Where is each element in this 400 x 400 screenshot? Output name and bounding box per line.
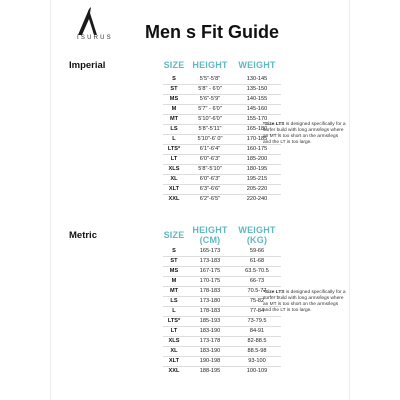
metric-section	[51, 222, 351, 400]
weight-cell: 88.5-98	[247, 348, 267, 354]
size-cell: XLS	[168, 338, 180, 344]
size-cell: MS	[169, 268, 179, 274]
height-cell: 173-183	[199, 258, 221, 264]
weight-cell: 75-82	[249, 298, 265, 304]
weight-cell: 145-160	[246, 106, 268, 112]
table-row	[51, 74, 351, 84]
size-cell: XL	[170, 176, 178, 182]
height-cell: 5'7" - 6'0"	[198, 106, 222, 112]
isurus-shark-fin-icon	[77, 6, 105, 36]
size-cell: ST	[170, 86, 178, 92]
metric-weight-unit: (KG)	[246, 235, 268, 245]
size-cell: S	[172, 76, 176, 82]
height-cell: 167-175	[199, 268, 221, 274]
size-cell: XLS	[168, 166, 180, 172]
height-cell: 173-178	[199, 338, 221, 344]
table-row	[51, 154, 351, 164]
height-cell: 5'6"-5'9"	[199, 96, 221, 102]
page-title: Men s Fit Guide	[145, 22, 280, 42]
metric-note-text: is designed specifically for a surfer build with long arms/legs where an MT is too short on the arms/legs and the LT is too large.	[263, 290, 346, 313]
weight-cell: 180-195	[246, 166, 268, 172]
weight-cell: 73-79.5	[247, 318, 267, 324]
weight-cell: 205-220	[246, 186, 268, 192]
metric-weight-header	[229, 225, 285, 245]
metric-size-header: SIZE	[163, 230, 185, 240]
height-cell: 6'3"-6'6"	[199, 186, 221, 192]
weight-cell: 160-175	[246, 146, 268, 152]
table-row	[51, 276, 351, 286]
imperial-label: Imperial	[69, 60, 106, 71]
size-cell: LTS*	[167, 318, 181, 324]
height-cell: 183-190	[199, 348, 221, 354]
table-row	[51, 336, 351, 346]
size-cell: M	[171, 106, 177, 112]
table-row	[51, 326, 351, 336]
size-cell: MS	[169, 96, 179, 102]
metric-note-tag: *Size LTS	[263, 290, 285, 295]
weight-cell: 84-91	[249, 328, 265, 334]
table-row	[51, 104, 351, 114]
table-row	[51, 194, 351, 204]
height-cell: 188-195	[199, 368, 221, 374]
imperial-weight-header: WEIGHT	[238, 60, 276, 70]
imperial-note-text: is designed specifically for a surfer build with long arms/legs where an MT is too short on the arms/legs and the LT is too large.	[263, 122, 346, 145]
size-cell: LS	[170, 126, 178, 132]
metric-label: Metric	[69, 230, 97, 241]
table-row	[51, 356, 351, 366]
table-row	[51, 256, 351, 266]
height-cell: 5'10"-6'0"	[198, 116, 222, 122]
height-cell: 5'8" - 6'0"	[198, 86, 222, 92]
weight-cell: 70.5-77	[247, 288, 267, 294]
height-cell: 178-183	[199, 288, 221, 294]
imperial-section	[51, 50, 351, 210]
size-cell: M	[171, 278, 177, 284]
weight-cell: 165-180	[246, 126, 268, 132]
height-cell: 185-193	[199, 318, 221, 324]
size-cell: XXL	[168, 196, 180, 202]
brand-name: ISURUS	[77, 35, 113, 41]
table-row	[51, 164, 351, 174]
weight-cell: 155-170	[246, 116, 268, 122]
table-row	[51, 346, 351, 356]
size-cell: XL	[170, 348, 178, 354]
weight-cell: 66-73	[249, 278, 265, 284]
weight-cell: 63.5-70.5	[245, 268, 269, 274]
size-cell: MT	[169, 288, 179, 294]
imperial-size-header: SIZE	[163, 60, 185, 70]
weight-cell: 77-84	[249, 308, 265, 314]
size-cell: XLT	[168, 358, 180, 364]
height-cell: 178-183	[199, 308, 221, 314]
size-cell: S	[172, 248, 176, 254]
weight-cell: 195-215	[246, 176, 268, 182]
height-cell: 170-175	[199, 278, 221, 284]
height-cell: 183-190	[199, 328, 221, 334]
size-cell: MT	[169, 116, 179, 122]
table-row	[51, 184, 351, 194]
height-cell: 6'0"-6'3"	[199, 156, 221, 162]
weight-cell: 135-150	[246, 86, 268, 92]
metric-weight-label: WEIGHT	[238, 225, 276, 235]
height-cell: 6'0"-6'3"	[199, 176, 221, 182]
imperial-height-header: HEIGHT	[192, 60, 228, 70]
height-cell: 165-173	[199, 248, 221, 254]
size-cell: ST	[170, 258, 178, 264]
size-cell: L	[172, 136, 176, 142]
table-row	[51, 366, 351, 376]
table-row	[51, 266, 351, 276]
header	[51, 0, 351, 48]
table-row	[51, 316, 351, 326]
height-cell: 5'5"-5'8"	[199, 76, 221, 82]
weight-cell: 130-145	[246, 76, 268, 82]
height-cell: 6'2"-6'5"	[199, 196, 221, 202]
weight-cell: 93-100	[248, 358, 266, 364]
weight-cell: 82-88.5	[247, 338, 267, 344]
height-cell: 173-180	[199, 298, 221, 304]
table-row	[51, 84, 351, 94]
imperial-lts-note	[263, 122, 347, 146]
size-cell: LTS*	[167, 146, 181, 152]
size-cell: XLT	[168, 186, 180, 192]
size-cell: LT	[170, 156, 178, 162]
height-cell: 6'1"-6'4"	[199, 146, 221, 152]
weight-cell: 170-185	[246, 136, 268, 142]
weight-cell: 140-155	[246, 96, 268, 102]
weight-cell: 100-109	[246, 368, 268, 374]
weight-cell: 61-68	[249, 258, 265, 264]
height-cell: 5'8"-5'10"	[198, 166, 222, 172]
height-cell: 5'10"-6' 0"	[197, 136, 223, 142]
table-row	[51, 246, 351, 256]
table-row	[51, 174, 351, 184]
weight-cell: 185-200	[246, 156, 268, 162]
size-cell: L	[172, 308, 176, 314]
size-cell: LT	[170, 328, 178, 334]
weight-cell: 220-240	[246, 196, 268, 202]
metric-lts-note	[263, 290, 347, 314]
weight-cell: 59-66	[249, 248, 265, 254]
size-cell: XXL	[168, 368, 180, 374]
height-cell: 190-198	[199, 358, 221, 364]
table-row	[51, 94, 351, 104]
metric-height-label: HEIGHT	[192, 225, 228, 235]
metric-height-unit: (CM)	[199, 235, 221, 245]
size-cell: LS	[170, 298, 178, 304]
height-cell: 5'8"-5'11"	[198, 126, 222, 132]
fit-guide-sheet	[50, 0, 350, 400]
imperial-note-tag: *Size LTS	[263, 122, 285, 127]
